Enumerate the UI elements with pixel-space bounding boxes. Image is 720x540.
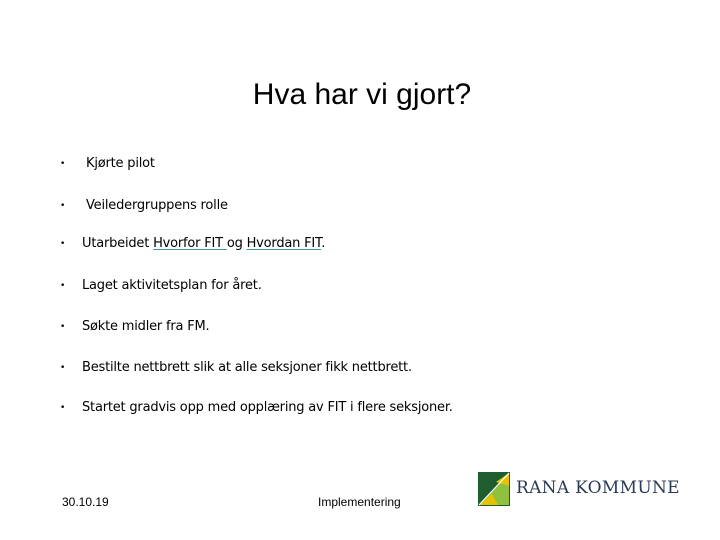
- footer-section-label: Implementering: [318, 495, 401, 509]
- bullet-text: Veiledergruppens rolle: [86, 198, 228, 213]
- bullet-item-aktivitetsplan: [60, 276, 262, 296]
- bullet-marker: •: [60, 322, 66, 332]
- bullet-item-pilot: [60, 154, 155, 174]
- bullet-text: Bestilte nettbrett slik at alle seksjoner fikk nettbrett.: [82, 360, 412, 375]
- bullet-item-nettbrett: [60, 358, 412, 378]
- bullet-marker: •: [60, 281, 66, 291]
- bullet-marker: •: [60, 363, 66, 373]
- logo-text: RANA KOMMUNE: [516, 478, 680, 498]
- bullet-item-midler: [60, 317, 209, 337]
- bullet-text: Kjørte pilot: [86, 156, 155, 171]
- hvorfor-fit-link[interactable]: Hvorfor FIT: [153, 236, 227, 251]
- bullet-item-fit-documents: [60, 234, 325, 254]
- bullet-marker: •: [60, 403, 66, 413]
- bullet-item-opplaering: [60, 398, 453, 418]
- bullet-text: Startet gradvis opp med opplæring av FIT i flere seksjoner.: [82, 400, 453, 415]
- bullet-text: Laget aktivitetsplan for året.: [82, 278, 262, 293]
- bullet-marker: •: [60, 159, 66, 169]
- rana-kommune-logo: [478, 472, 680, 508]
- bullet-marker: •: [60, 201, 66, 211]
- footer-date: 30.10.19: [62, 495, 109, 509]
- hvordan-fit-link[interactable]: Hvordan FIT: [246, 236, 322, 251]
- bullet-text: Søkte midler fra FM.: [82, 319, 210, 334]
- rana-kommune-emblem-icon: [478, 472, 510, 506]
- bullet-marker: •: [60, 239, 66, 249]
- bullet-text-prefix: Utarbeidet: [82, 236, 154, 251]
- bullet-text-conjunction: og: [226, 236, 247, 251]
- slide-title: Hva har vi gjort?: [252, 78, 472, 111]
- bullet-item-veiledergruppen: [60, 196, 228, 216]
- bullet-text-period: .: [321, 236, 326, 251]
